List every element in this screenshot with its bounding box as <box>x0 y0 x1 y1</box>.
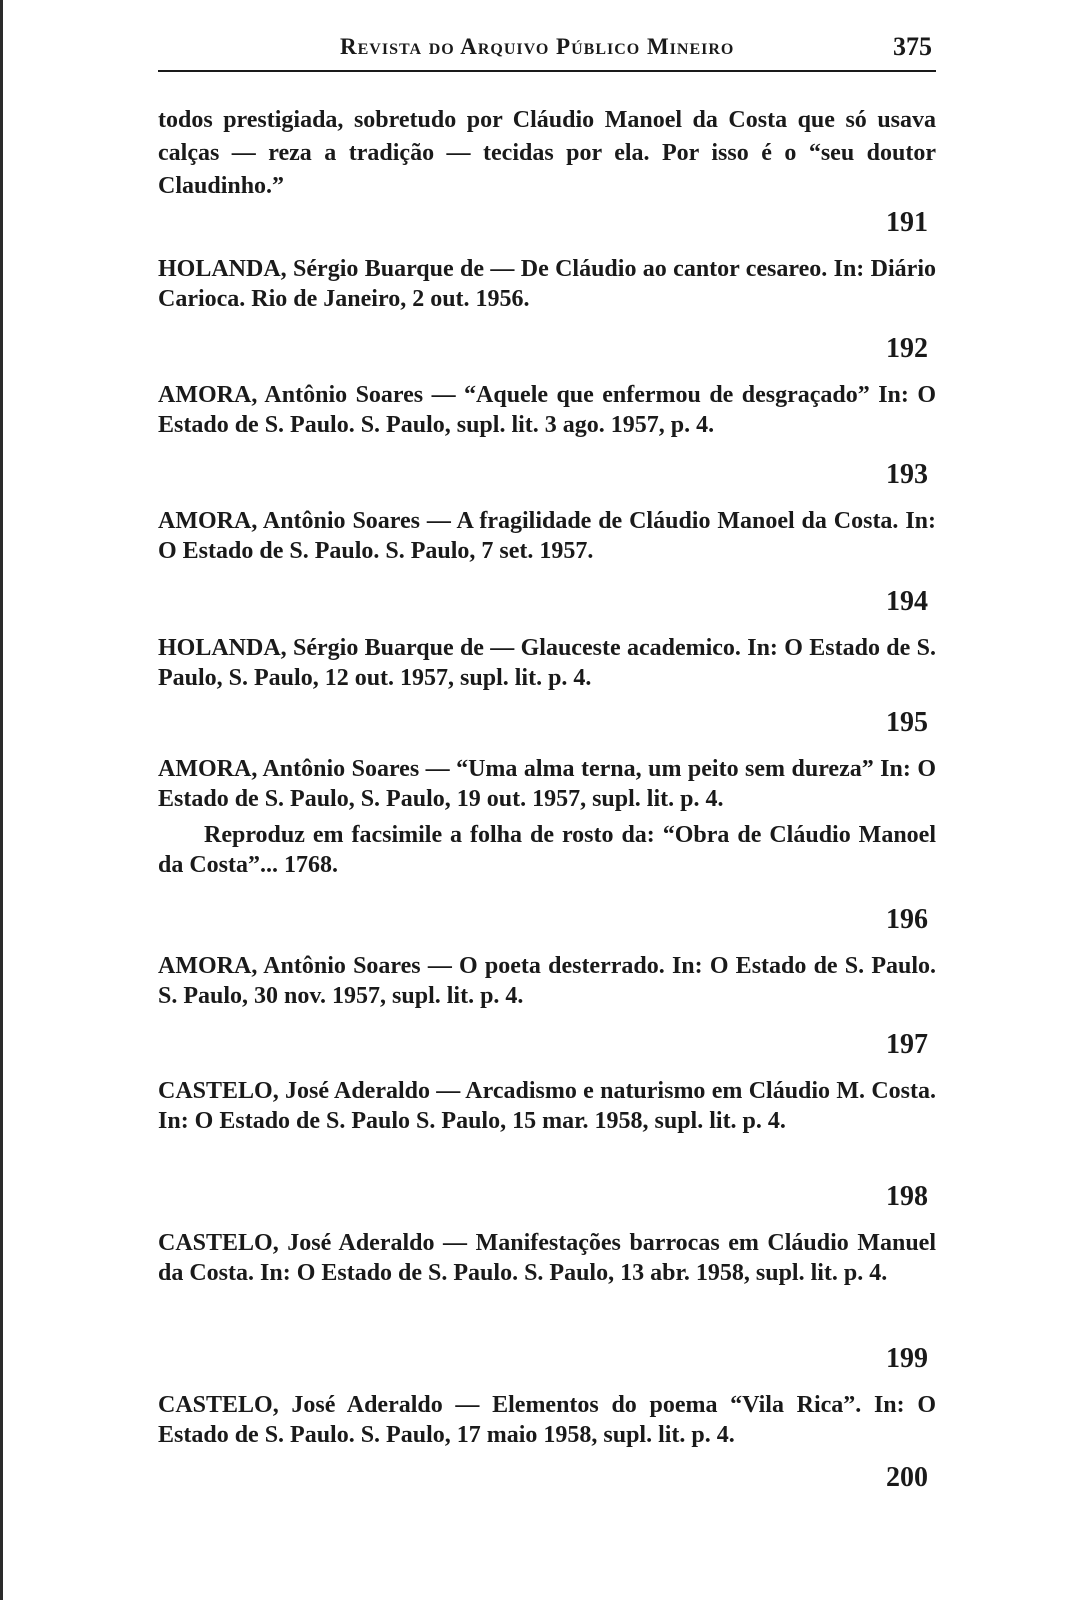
entry-192 <box>158 332 936 440</box>
running-title: Revista do Arquivo Público Mineiro <box>340 34 735 59</box>
entry-number: 194 <box>886 586 928 617</box>
entry-193 <box>158 458 936 566</box>
entry-number: 192 <box>886 333 928 364</box>
entry-text: CASTELO, José Aderaldo — Arcadismo e naturismo em Cláudio M. Costa. In: O Estado de S. Paulo S. Paulo, 15 mar. 1958, supl. lit. p. 4. <box>158 1078 936 1134</box>
entry-197 <box>158 1028 936 1136</box>
entry-text: AMORA, Antônio Soares — O poeta desterrado. In: O Estado de S. Paulo. S. Paulo, 30 nov. 1957, supl. lit. p. 4. <box>158 953 936 1009</box>
entry-198 <box>158 1180 936 1288</box>
entry-191 <box>158 206 936 314</box>
intro-paragraph <box>158 104 936 203</box>
entry-number: 196 <box>886 904 928 935</box>
entry-number: 191 <box>886 207 928 238</box>
entry-text: AMORA, Antônio Soares — A fragilidade de Cláudio Manoel da Costa. In: O Estado de S. Paulo. S. Paulo, 7 set. 1957. <box>158 508 936 564</box>
entry-number: 193 <box>886 459 928 490</box>
page-number: 375 <box>893 32 932 61</box>
header-rule <box>158 70 936 72</box>
entry-number: 198 <box>886 1181 928 1212</box>
entry-number: 195 <box>886 707 928 738</box>
entry-text: CASTELO, José Aderaldo — Elementos do poema “Vila Rica”. In: O Estado de S. Paulo. S. Paulo, 17 maio 1958, supl. lit. p. 4. <box>158 1392 936 1448</box>
entry-text: HOLANDA, Sérgio Buarque de — De Cláudio ao cantor cesareo. In: Diário Carioca. Rio de Janeiro, 2 out. 1956. <box>158 256 936 312</box>
running-head <box>158 30 936 72</box>
entry-text: HOLANDA, Sérgio Buarque de — Glauceste academico. In: O Estado de S. Paulo, S. Paulo, 12 out. 1957, supl. lit. p. 4. <box>158 635 936 691</box>
entry-text: AMORA, Antônio Soares — “Uma alma terna, um peito sem dureza” In: O Estado de S. Paulo, S. Paulo, 19 out. 1957, supl. lit. p. 4. <box>158 756 936 812</box>
entry-199 <box>158 1342 936 1450</box>
entry-194 <box>158 585 936 693</box>
intro-text: todos prestigiada, sobretudo por Cláudio Manoel da Costa que só usava calças — reza a tradição — tecidas por ela. Por isso é o “seu doutor Claudinho.” <box>158 107 936 199</box>
entry-note: Reproduz em facsimile a folha de rosto da: “Obra de Cláudio Manoel da Costa”... 1768. <box>158 822 936 878</box>
scan-edge <box>0 0 3 1600</box>
entry-195 <box>158 706 936 880</box>
entry-text: CASTELO, José Aderaldo — Manifestações barrocas em Cláudio Manuel da Costa. In: O Estado de S. Paulo. S. Paulo, 13 abr. 1958, supl. lit. p. 4. <box>158 1230 936 1286</box>
entry-text: AMORA, Antônio Soares — “Aquele que enfermou de desgraçado” In: O Estado de S. Paulo. S. Paulo, supl. lit. 3 ago. 1957, p. 4. <box>158 382 936 438</box>
entry-number-200: 200 <box>886 1462 928 1493</box>
entry-number: 199 <box>886 1343 928 1374</box>
entry-number: 197 <box>886 1029 928 1060</box>
entry-196 <box>158 903 936 1011</box>
